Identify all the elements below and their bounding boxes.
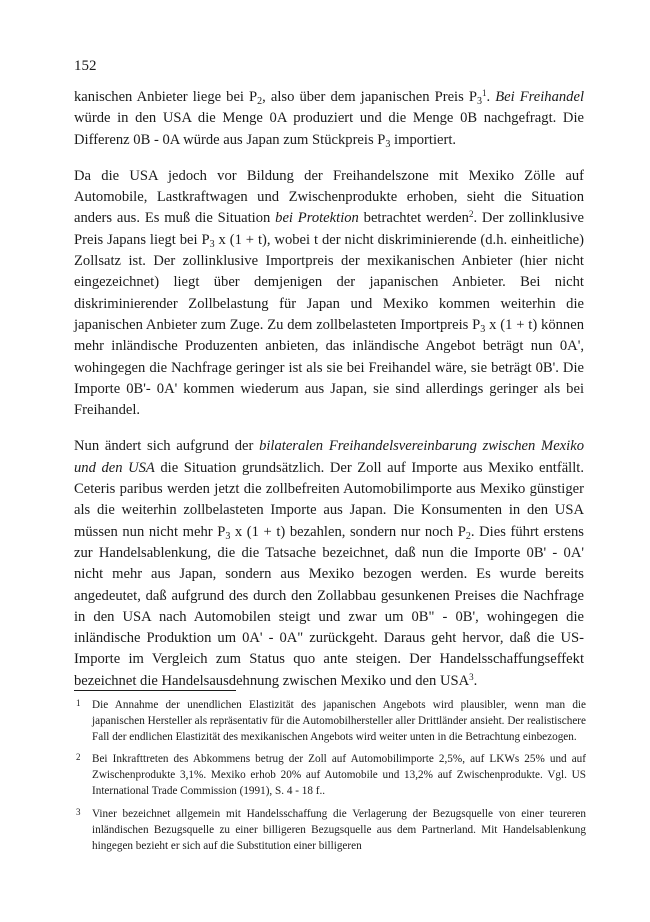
- footnote: [74, 697, 586, 745]
- paragraph: kanischen Anbieter liege bei $P_2$, also über dem japanischen Preis $P_3^1$. Bei Freihandel würde in den USA die Menge 0A produziert und die Menge 0B nachgefragt. Die Differenz 0B - 0A würde aus Japan zum Stückpreis $P_3$ importiert.: [74, 88, 585, 150]
- footnote-number: 2: [76, 752, 81, 763]
- footnotes: [74, 697, 586, 860]
- paragraph: Nun ändert sich aufgrund der bilateralen Freihandelsvereinbarung zwischen Mexiko und den USA die Situation grundsätzlich. Der Zoll auf Importe aus Mexiko entfällt. Ceteris paribus werden jetzt die zollbefreiten Automobilimporte aus Mexiko günstiger als die weiterhin zollbelasteten Importe aus Japan. Die Konsumenten in den USA müssen nun nicht mehr $P_3$ x (1 + t) bezahlen, sondern nur noch $P_2$. Dies führt erstens zur Handelsablenkung, die die Tatsache bezeichnet, daß nun die Importe 0B' - 0A' nicht mehr aus Japan, sondern aus Mexiko bezogen werden. Es wurde bereits angedeutet, daß aufgrund des durch den Zollabbau gesunkenen Preises die Nachfrage in den USA nach Automobilen steigt und zwar um 0B" - 0B', wohingegen die inländische Produktion um 0A' - 0A" zurückgeht. Daraus geht hervor, daß die US-Importe im Vergleich zum Status quo ante steigen. Der Handelsschaffungseffekt bezeichnet die Handelsausdehnung zwischen Mexiko und den USA$^3$.: [74, 438, 584, 689]
- footnote: [74, 806, 586, 854]
- footnote-text: Bei Inkrafttreten des Abkommens betrug der Zoll auf Automobilimporte 2,5%, auf LKWs 25% und auf Zwischenprodukte 3,1%. Mexiko erhob 20% auf Automobile und 13,2% auf Zwischenprodukte. Vgl. US International Trade Commission (1991), S. 4 - 18 f..: [92, 753, 586, 798]
- page-number: 152: [74, 58, 97, 74]
- footnote-separator: [74, 690, 236, 691]
- footnote-number: 1: [76, 698, 81, 708]
- footnote: [74, 751, 586, 799]
- body-text: [74, 87, 584, 707]
- footnote-number: 3: [76, 806, 81, 817]
- footnote-text: Die Annahme der unendlichen Elastizität des japanischen Angebots wird plausibler, wenn man die japanischen Hersteller als repräsentativ für die Automobilhersteller aller Drittländer ansieht. Der realistischere Fall der endlichen Elastizität des mexikanischen Angebots wird weiter unten in die Betrachtung einbezogen.: [92, 699, 586, 744]
- paragraph: Da die USA jedoch vor Bildung der Freihandelszone mit Mexiko Zölle auf Automobile, Lastkraftwagen und Zwischenprodukte erhoben, sieht die Situation anders aus. Es muß die Situation bei Protektion betrachtet werden$^2$. Der zollinklusive Preis Japans liegt bei $P_3$ x (1 + t), wobei t der nicht diskriminierende (d.h. einheitliche) Zollsatz ist. Der zollinklusive Importpreis der mexikanischen Anbieter (hier nicht eingezeichnet) liegt über demjenigen der japanischen Anbieter. Bei nicht diskriminierender Zollbelastung für Japan und Mexiko kommen weiterhin die japanischen Anbieter zum Zuge. Zu dem zollbelasteten Importpreis $P_3$ x (1 + t) können mehr inländische Produzenten anbieten, das inländische Angebot beträgt nun 0A', wohingegen die Nachfrage geringer ist als sie bei Freihandel wäre, sie beträgt 0B'. Die Importe 0B'- 0A' kommen wiederum aus Japan, sie sind allerdings geringer als bei Freihandel.: [74, 167, 584, 419]
- footnote-text: Viner bezeichnet allgemein mit Handelsschaffung die Verlagerung der Bezugsquelle von einer teureren inländischen Bezugsquelle zu einer billigeren Bezugsquelle aus dem Partnerland. Mit Handelsablenkung hingegen bezieht er sich auf die Substitution einer billigeren: [92, 807, 586, 852]
